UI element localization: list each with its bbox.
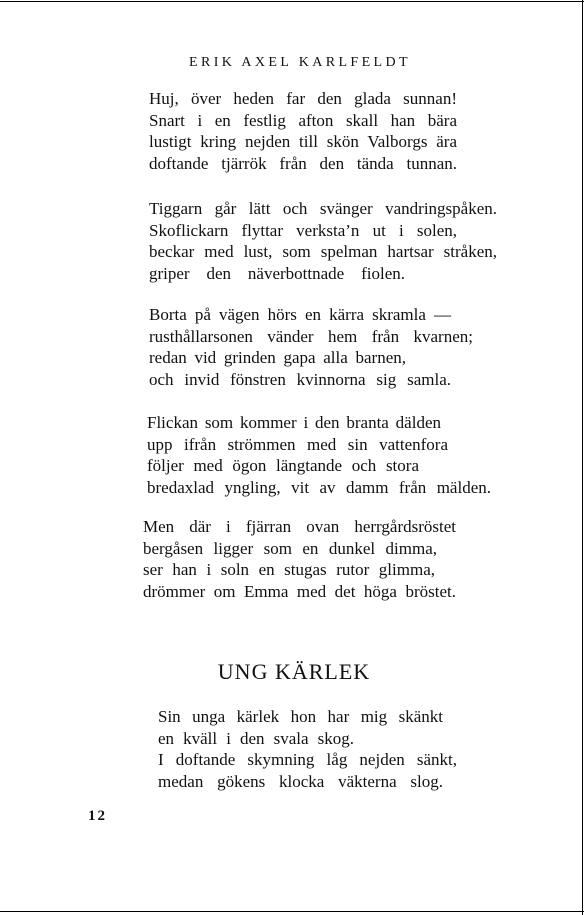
poem-line: drömmer om Emma med det höga bröstet. xyxy=(143,581,456,601)
poem-line: doftande tjärrök från den tända tunnan. xyxy=(149,153,457,173)
poem-line: lustigt kring nejden till skön Valborgs ära xyxy=(149,132,457,151)
poem-line: griper den näverbottnade fiolen. xyxy=(149,263,405,283)
poem-line: Flickan som kommer i den branta dälden xyxy=(147,413,441,432)
bottom-border-rule xyxy=(0,911,584,912)
poem-line: Sin unga kärlek hon har mig skänkt xyxy=(158,707,443,726)
poem-line: bredaxlad yngling, vit av damm från mälden. xyxy=(147,477,491,497)
stanza-2 xyxy=(149,198,497,284)
poem-line: Tiggarn går lätt och svänger vandringspåken. xyxy=(149,199,497,218)
poem-line: I doftande skymning låg nejden sänkt, xyxy=(158,750,457,769)
stanza-4 xyxy=(147,412,491,498)
poem-line: Snart i en festlig afton skall han bära xyxy=(149,110,457,130)
poem-line: följer med ögon längtande och stora xyxy=(147,456,419,475)
poem-line: Borta på vägen hörs en kärra skramla — xyxy=(149,305,451,324)
poem-line: bergåsen ligger som en dunkel dimma, xyxy=(143,538,437,558)
poem-line: rusthållarsonen vänder hem från kvarnen; xyxy=(149,326,473,346)
poem-title: UNG KÄRLEK xyxy=(217,659,371,684)
poem-line: redan vid grinden gapa alla barnen, xyxy=(149,348,406,367)
running-head: ERIK AXEL KARLFELDT xyxy=(189,55,411,70)
poem-line: Skoflickarn flyttar verksta’n ut i solen, xyxy=(149,220,457,240)
poem-line: en kväll i den svala skog. xyxy=(158,728,354,748)
poem-line: Men där i fjärran ovan herrgårdsröstet xyxy=(143,517,456,536)
stanza-1 xyxy=(149,88,457,174)
poem-line: och invid fönstren kvinnorna sig samla. xyxy=(149,369,451,389)
poem-line: upp ifrån strömmen med sin vattenfora xyxy=(147,434,448,454)
stanza-3 xyxy=(149,304,473,390)
poem-line: beckar med lust, som spelman hartsar stråken, xyxy=(149,242,497,261)
poem-line: medan gökens klocka väkterna slog. xyxy=(158,771,443,791)
stanza-5 xyxy=(143,516,456,602)
top-border-rule xyxy=(0,1,584,2)
page-number: 12 xyxy=(88,808,107,824)
poem-line: Huj, över heden far den glada sunnan! xyxy=(149,89,457,108)
stanza-ung-karlek xyxy=(158,706,457,792)
right-border-rule xyxy=(582,0,583,915)
poem-line: ser han i soln en stugas rutor glimma, xyxy=(143,560,435,579)
